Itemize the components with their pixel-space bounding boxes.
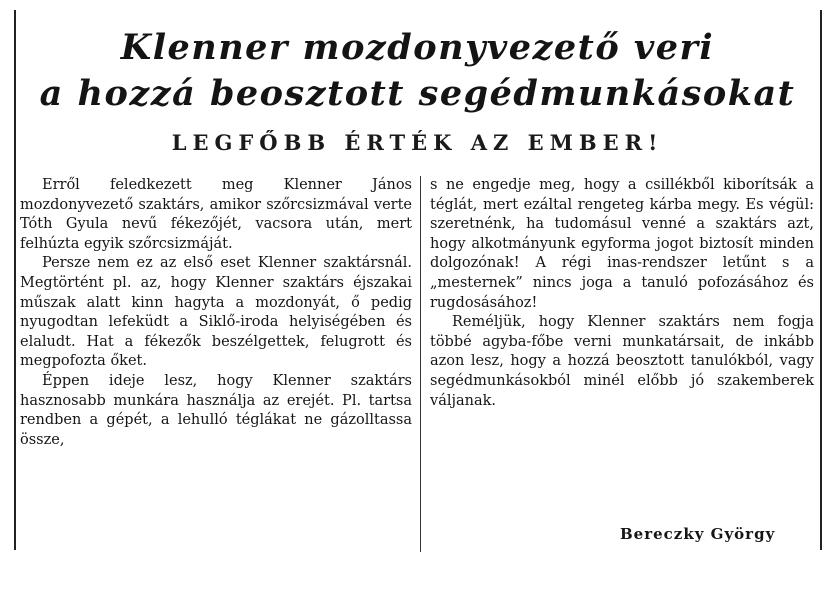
paragraph: Éppen ideje lesz, hogy Klenner szaktárs hasznosabb munkára használja az erejét. Pl. tartsa rendben a gépét, a lehulló téglákat ne gázolltassa össze,: [20, 372, 412, 448]
right-column: [430, 176, 814, 411]
paragraph: Reméljük, hogy Klenner szaktárs nem fogja többé agyba-főbe verni munkatársait, de inkább azon lesz, hogy a hozzá beosztott tanulókból, vagy segédmunkásokból minél előbb jó szakemberek váljanak.: [430, 314, 814, 409]
headline-line-2: a hozzá beosztott segédmunkásokat: [39, 73, 796, 114]
paragraph: Persze nem ez az első eset Klenner szaktársnál. Megtörtént pl. az, hogy Klenner szaktárs éjszakai műszak alatt kinn hagyta a mozdonyát, ő pedig nyugodtan lefeküdt a Siklő-iroda helyiségében és elaludt. Hat a fékezők beszélgettek, felugrott és megpofozta őket.: [20, 255, 412, 370]
left-column: [20, 176, 412, 450]
author-signature: Bereczky György: [620, 525, 776, 543]
subheadline: LEGFŐBB ÉRTÉK AZ EMBER!: [171, 130, 664, 155]
column-divider: [420, 176, 421, 552]
paragraph: Erről feledkezett meg Klenner János mozdonyvezető szaktárs, amikor szőrcsizmával verte Tóth Gyula nevű fékezőjét, vacsora után, mert felhúzta egyik szőrcsizmáját.: [20, 177, 412, 252]
paragraph: s ne engedje meg, hogy a csillékből kiborítsák a téglát, mert ezáltal rengeteg kárba megy. Es végül: szeretnénk, ha tudomásul venné a szaktárs azt, hogy alkotmányunk egyforma jogot biztosít minden dolgozónak! A régi inas-rendszer letűnt s a „mesternek” nincs joga a tanuló pofozásához és rugdosásához!: [430, 177, 814, 311]
headline-line-1: Klenner mozdonyvezető veri: [120, 27, 715, 68]
